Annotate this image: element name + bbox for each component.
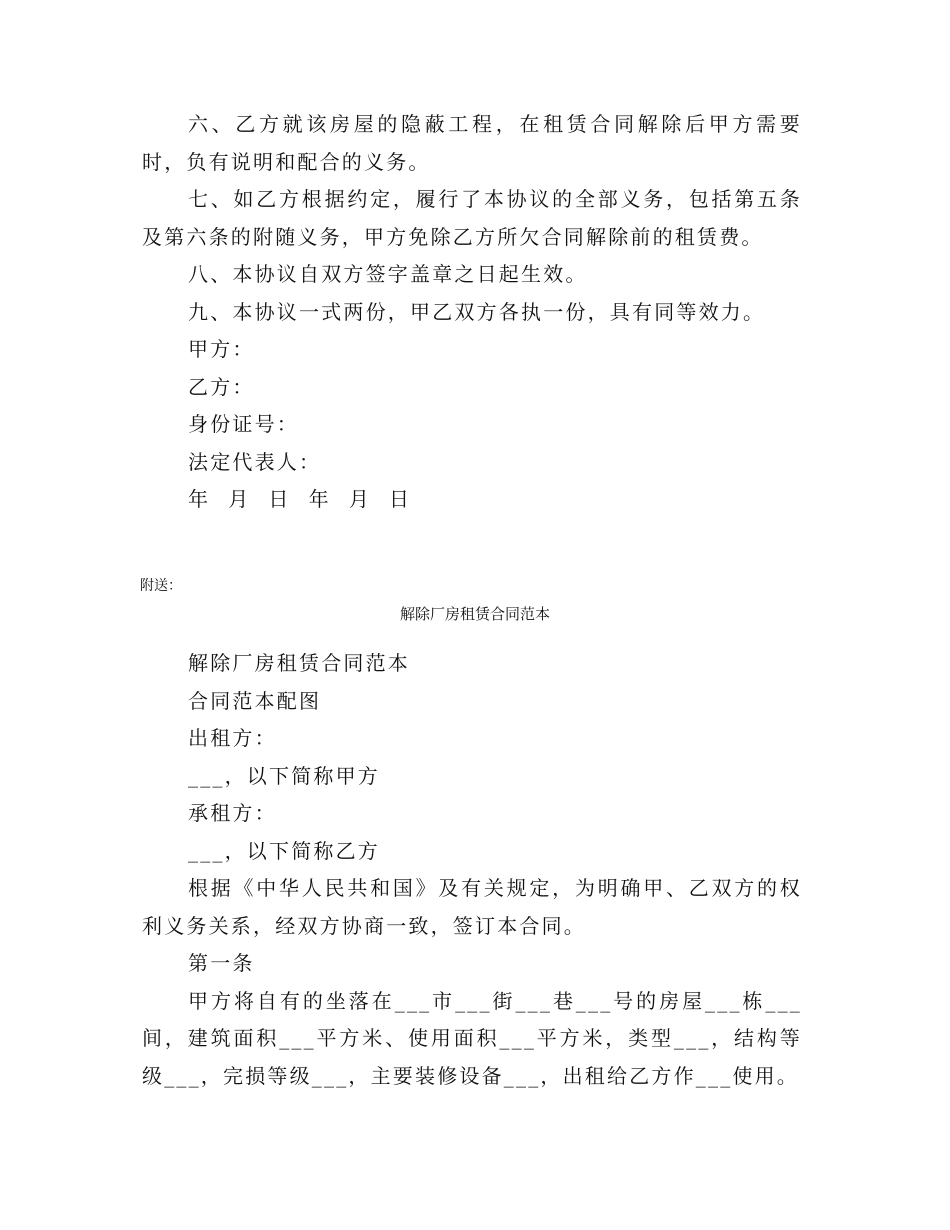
party-a-signature-label: 甲方：	[188, 337, 255, 361]
date-month-a: 月	[228, 487, 251, 511]
clause-6: 六、乙方就该房屋的隐蔽工程，在租赁合同解除后甲方需要时，负有说明和配合的义务。	[142, 112, 802, 174]
clause-8: 八、本协议自双方签字盖章之日起生效。	[188, 262, 588, 286]
preamble: 根据《中华人民共和国》及有关规定，为明确甲、乙双方的权利义务关系，经双方协商一致，签订本合同。	[142, 876, 802, 938]
date-year-b: 年	[308, 487, 331, 511]
agreement-closing-section	[142, 106, 802, 519]
date-month-b: 月	[348, 487, 372, 511]
attachment-label: 附送：	[140, 578, 182, 594]
clause-9: 九、本协议一式两份，甲乙双方各执一份，具有同等效力。	[188, 299, 766, 324]
legal-representative-label: 法定代表人：	[188, 449, 322, 474]
lessor-blank: ___，以下简称甲方	[188, 763, 380, 788]
attachment-title: 解除厂房租赁合同范本	[399, 605, 550, 623]
lessee-label: 承租方：	[188, 801, 277, 825]
article-1-title: 第一条	[188, 951, 255, 975]
date-day-a: 日	[268, 487, 291, 511]
article-1-text: 甲方将自有的坐落在___市___街___巷___号的房屋___栋___间，建筑面积___平方米、使用面积___平方米，类型___，结构等级___，完损等级___，主要装修设备___，出租给乙方作___使用。	[142, 988, 802, 1088]
clause-7: 七、如乙方根据约定，履行了本协议的全部义务，包括第五条及第六条的附随义务，甲方免除乙方所欠合同解除前的租赁费。	[142, 187, 802, 249]
date-day-b: 日	[389, 487, 412, 511]
lessor-label: 出租方：	[188, 726, 277, 750]
party-b-signature-label: 乙方：	[188, 374, 255, 399]
lessee-blank: ___，以下简称乙方	[188, 838, 380, 863]
template-heading: 解除厂房租赁合同范本	[188, 651, 410, 675]
date-year-a: 年	[188, 487, 211, 511]
contract-template-section	[142, 645, 802, 1095]
id-number-label: 身份证号：	[188, 412, 299, 436]
figure-caption: 合同范本配图	[188, 688, 322, 713]
signature-date-line	[142, 481, 802, 519]
